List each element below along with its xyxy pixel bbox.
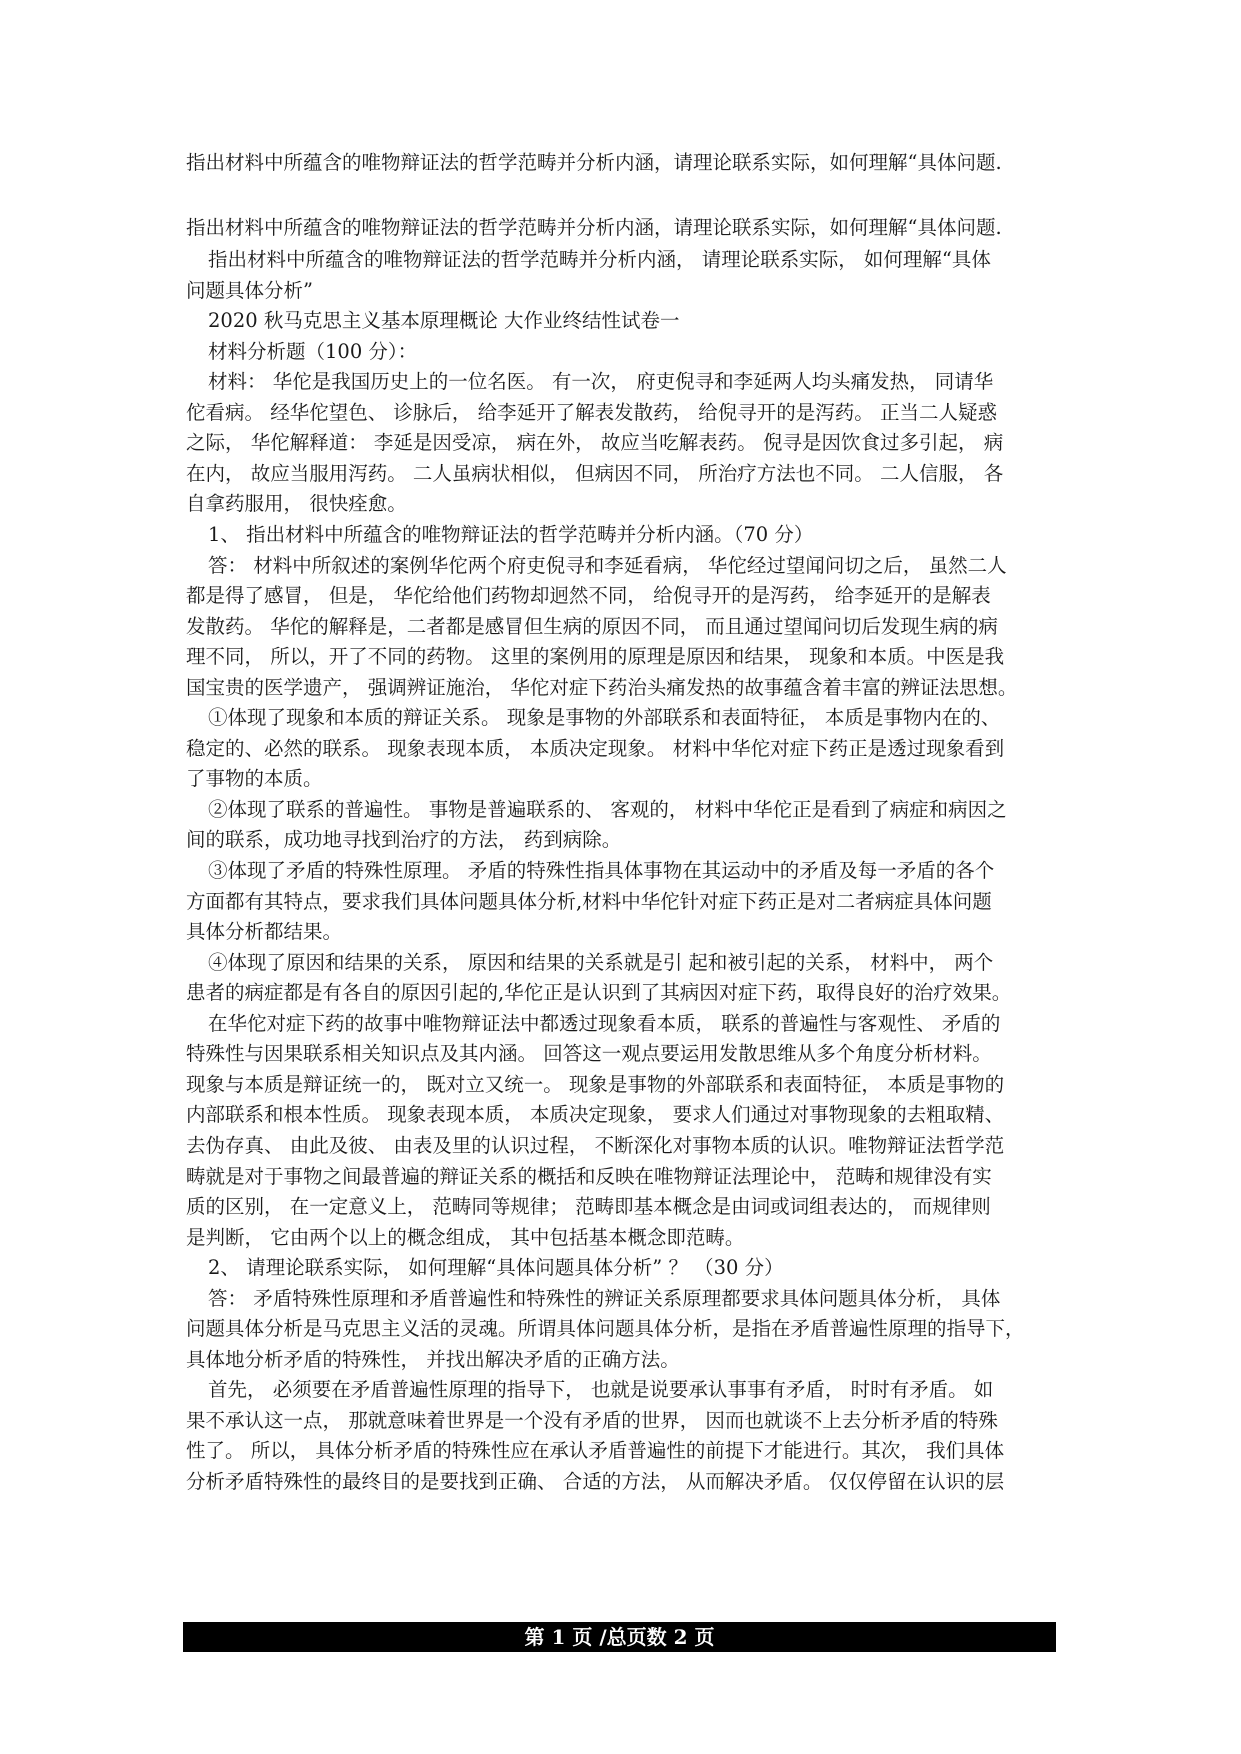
header-line-1: 指出材料中所蕴含的唯物辩证法的哲学范畴并分析内涵，请理论联系实际，如何理解“具体问题. bbox=[186, 151, 1002, 174]
body-line: 材料： 华佗是我国历史上的一位名医。 有一次， 府吏倪寻和李延两人均头痛发热， 同请华 bbox=[208, 370, 994, 393]
body-line: 理不同， 所以，开了不同的药物。 这里的案例用的原理是原因和结果， 现象和本质。中医是我 bbox=[186, 645, 1005, 668]
page-footer-bar bbox=[183, 1622, 1056, 1652]
body-line: 现象与本质是辩证统一的， 既对立又统一。 现象是事物的外部联系和表面特征， 本质是事物的 bbox=[186, 1073, 1005, 1096]
body-line: ③体现了矛盾的特殊性原理。 矛盾的特殊性指具体事物在其运动中的矛盾及每一矛盾的各个 bbox=[208, 859, 995, 882]
body-line: 佗看病。 经华佗望色、 诊脉后， 给李延开了解表发散药， 给倪寻开的是泻药。 正当二人疑惑 bbox=[186, 401, 997, 424]
body-line: 果不承认这一点， 那就意味着世界是一个没有矛盾的世界， 因而也就谈不上去分析矛盾的特殊 bbox=[186, 1409, 998, 1432]
body-line: 之际， 华佗解释道： 李延是因受凉， 病在外， 故应当吃解表药。 倪寻是因饮食过多引起， 病 bbox=[186, 431, 1004, 454]
body-line: 分析矛盾特殊性的最终目的是要找到正确、 合适的方法， 从而解决矛盾。 仅仅停留在认识的层 bbox=[186, 1470, 1005, 1493]
body-line: 在华佗对症下药的故事中唯物辩证法中都透过现象看本质， 联系的普遍性与客观性、 矛盾的 bbox=[208, 1012, 1001, 1035]
body-line: 是判断， 它由两个以上的概念组成， 其中包括基本概念即范畴。 bbox=[186, 1226, 745, 1249]
body-line: 首先， 必须要在矛盾普遍性原理的指导下， 也就是说要承认事事有矛盾， 时时有矛盾。 如 bbox=[208, 1378, 994, 1401]
body-line: 畴就是对于事物之间最普遍的辩证关系的概括和反映在唯物辩证法理论中， 范畴和规律没有实 bbox=[186, 1165, 992, 1188]
body-line: 质的区别， 在一定意义上， 范畴同等规律； 范畴即基本概念是由词或词组表达的， 而规律则 bbox=[186, 1195, 991, 1218]
body-line: 答： 材料中所叙述的案例华佗两个府吏倪寻和李延看病， 华佗经过望闻问切之后， 虽然二人 bbox=[208, 554, 1007, 577]
body-line: 患者的病症都是有各自的原因引起的,华佗正是认识到了其病因对症下药，取得良好的治疗效果。 bbox=[186, 981, 1012, 1004]
body-line: ②体现了联系的普遍性。 事物是普遍联系的、 客观的， 材料中华佗正是看到了病症和病因之 bbox=[208, 798, 1007, 821]
body-line: 答： 矛盾特殊性原理和矛盾普遍性和特殊性的辨证关系原理都要求具体问题具体分析， 具体 bbox=[208, 1287, 1001, 1310]
body-line: 在内， 故应当服用泻药。 二人虽病状相似， 但病因不同， 所治疗方法也不同。 二人信服， 各 bbox=[186, 462, 1004, 485]
body-line: ④体现了原因和结果的关系， 原因和结果的关系就是引 起和被引起的关系， 材料中， 两个 bbox=[208, 951, 994, 974]
body-line: 发散药。 华佗的解释是，二者都是感冒但生病的原因不同， 而且通过望闻问切后发现生病的病 bbox=[186, 615, 998, 638]
body-line: 具体地分析矛盾的特殊性， 并找出解决矛盾的正确方法。 bbox=[186, 1348, 680, 1371]
page-number-label: 第 1 页 /总页数 2 页 bbox=[524, 1625, 715, 1649]
body-line: 国宝贵的医学遗产， 强调辨证施治， 华佗对症下药治头痛发热的故事蕴含着丰富的辨证法思想。 bbox=[186, 676, 1018, 699]
body-line: 了事物的本质。 bbox=[186, 767, 323, 790]
body-line: 都是得了感冒， 但是， 华佗给他们药物却迥然不同， 给倪寻开的是泻药， 给李延开的是解表 bbox=[186, 584, 991, 607]
body-line: 2、 请理论联系实际， 如何理解“具体问题具体分析” ？ （30 分） bbox=[208, 1256, 784, 1279]
body-line: 内部联系和根本性质。 现象表现本质， 本质决定现象， 要求人们通过对事物现象的去粗取精、 bbox=[186, 1103, 1005, 1126]
header-line-2: 指出材料中所蕴含的唯物辩证法的哲学范畴并分析内涵，请理论联系实际，如何理解“具体问题. bbox=[186, 216, 1002, 239]
body-line: 自拿药服用， 很快痊愈。 bbox=[186, 492, 407, 515]
body-line: 问题具体分析是马克思主义活的灵魂。所谓具体问题具体分析，是指在矛盾普遍性原理的指导下， bbox=[186, 1317, 1025, 1340]
body-line: 1、 指出材料中所蕴含的唯物辩证法的哲学范畴并分析内涵。（70 分） bbox=[208, 523, 814, 546]
body-line: 材料分析题（100 分）： bbox=[208, 340, 418, 363]
body-line: 稳定的、必然的联系。 现象表现本质， 本质决定现象。 材料中华佗对症下药正是透过现象看到 bbox=[186, 737, 1005, 760]
body-line: 指出材料中所蕴含的唯物辩证法的哲学范畴并分析内涵， 请理论联系实际， 如何理解“具体 bbox=[208, 248, 991, 271]
body-line: 方面都有其特点，要求我们具体问题具体分析,材料中华佗针对症下药正是对二者病症具体问题 bbox=[186, 890, 992, 913]
body-line: 间的联系，成功地寻找到治疗的方法， 药到病除。 bbox=[186, 828, 622, 851]
body-line: 特殊性与因果联系相关知识点及其内涵。 回答这一观点要运用发散思维从多个角度分析材料。 bbox=[186, 1042, 992, 1065]
body-line: 2020 秋马克思主义基本原理概论 大作业终结性试卷一 bbox=[208, 309, 680, 332]
body-line: 去伪存真、 由此及彼、 由表及里的认识过程， 不断深化对事物本质的认识。唯物辩证法哲学范 bbox=[186, 1134, 1005, 1157]
body-line: ①体现了现象和本质的辩证关系。 现象是事物的外部联系和表面特征， 本质是事物内在的、 bbox=[208, 706, 1001, 729]
body-line: 性了。 所以， 具体分析矛盾的特殊性应在承认矛盾普遍性的前提下才能进行。其次， 我们具体 bbox=[186, 1439, 1005, 1462]
body-line: 具体分析都结果。 bbox=[186, 920, 343, 943]
body-line: 问题具体分析” bbox=[186, 279, 313, 302]
